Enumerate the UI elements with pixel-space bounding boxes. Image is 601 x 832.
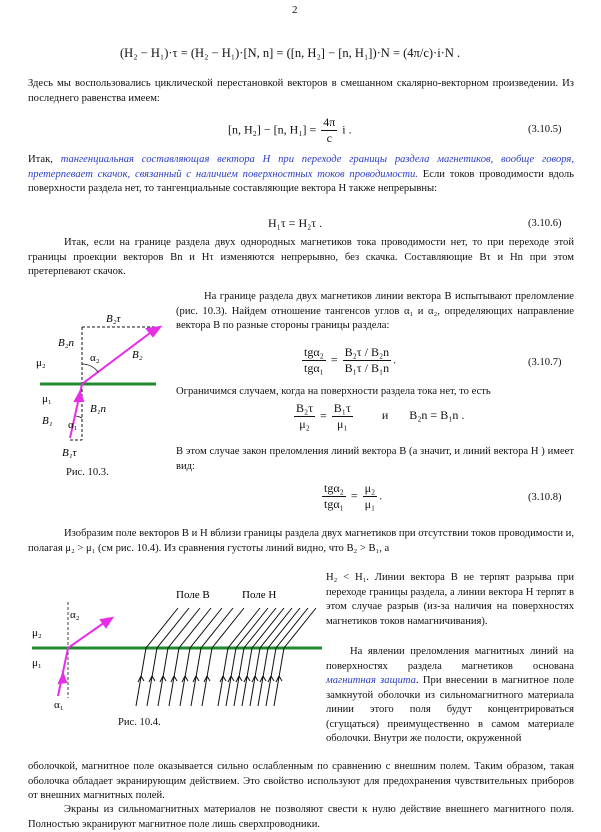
caption-fig-10-4: Рис. 10.4. [118,717,161,728]
eq-3-10-7-rden: B₁τ / B₁n [344,361,390,375]
label-mu1-2: μ₁ [32,657,42,669]
eq-3-10-5-den: c [326,131,332,145]
label-alpha1: α₁ [68,419,78,431]
caption-fig-10-3: Рис. 10.3. [66,467,109,478]
label-alpha2-2: α₂ [70,609,80,621]
equation-3-10-8: $\frac{\text{tgα₂}}{\text{tgα₁}}$ = $\frac{\text{μ₂}}{\text{μ₁}}$ . [324,481,383,511]
paragraph-4: На границе раздела двух магнетиков линии вектора B испытывают преломление (рис. 10.3). Найдем отношение тангенсов углов α₁ и α₂, определяющих направление вектора B по разные стороны границы раздела: [176,291,574,331]
paragraph-5: Ограничимся случаем, когда на поверхности раздела тока нет, то есть [176,386,491,397]
paragraph-11: Экраны из сильномагнитных материалов не позволяют свести к нулю действие внешнего магнитного поля. Полностью экранируют магнитное поле лишь сверхпроводники. [28,804,574,830]
paragraph-8: H₂ < H₁. Линии вектора B не терпят разрыва при переходе границы раздела, а линии вектора H терпят в этом случае разрыв (из-за наличия на поверхностях магнетиков токов намагничивания). [326,572,574,627]
equation-3-10-5 [228,115,352,146]
eq-number-3-10-5: (3.10.5) [528,124,562,135]
paragraph-9 [326,645,574,747]
figure-10-4 [28,578,324,718]
eq-mid-num: B₂τ [296,401,314,415]
label-b2t: B₂τ [106,313,121,325]
angle-arc-alpha2 [82,364,98,372]
label-b1t: B₁τ [62,447,77,459]
paragraph-2 [28,153,574,197]
angle-arc-alpha1 [76,416,82,418]
h-field-line [218,608,260,706]
label-b1: B₁ [42,415,53,427]
eq-mid-den2: μ₁ [336,417,348,431]
vector-left-upper [68,620,108,648]
label-mu2: μ₂ [36,357,46,369]
label-mu1: μ₁ [42,393,52,405]
b-field-line [202,608,244,706]
paragraph-3: Итак, если на границе раздела двух однородных магнетиков тока проводимости нет, то при переходе этой границы проекции векторов Bn и Hτ изменяются непрерывно, без скачка. Составляющие Bτ и Hn при этом претерпевают скачок. [28,237,574,277]
equation-3-10-6: H₁τ = H₂τ . [268,216,323,230]
label-alpha2: α₂ [90,352,100,364]
eq-3-10-5-lhs: [n, H₂] − [n, H₁] = [228,122,317,137]
paragraph-2-rest: Если токов проводимости вдоль поверхности раздела нет, то тангенциальные составляющие вектора H также непрерывны: [28,168,574,194]
paragraph-6: В этом случае закон преломления линий вектора B (а значит, и линий вектора H ) имеет вид: [176,446,574,472]
eq-mid-den: μ₂ [299,417,310,431]
eq-3-10-5-num: 4π [323,115,336,129]
arrowhead-left-upper [101,618,112,627]
eq-number-3-10-6: (3.10.6) [528,218,562,229]
paragraph-1: Здесь мы воспользовались циклической перестановкой векторов в смешанном скалярно-векторном произведении. Из последнего равенства имеем: [28,78,574,104]
label-field-b: Поле B [176,589,210,601]
label-b1n: B₁n [90,403,107,415]
eq-3-10-7-rnum: B₂τ / B₂n [344,345,390,359]
label-b2n: B₂n [58,337,75,349]
figure-10-3 [28,300,173,480]
paragraph-9-highlight: магнитная защита [326,675,416,686]
b-field-line [180,608,222,706]
label-b2: B₂ [132,349,143,361]
arrowhead-left-lower [59,674,66,683]
paragraph-9-prefix: На явлении преломления магнитных линий на поверхностях раздела магнетиков основана [326,646,574,672]
eq-3-10-5-tail: i . [342,122,352,137]
eq-3-10-8-lden: tgα₁ [324,497,344,511]
paragraph-10: оболочкой, магнитное поле оказывается сильно ослабленным по сравнению с внешним полем. Таким образом, такая оболочка обладает экранирующим действием. Это свойство используют для предохранения чувствительных приборов от внешних магнитных полей. [28,761,574,801]
equation-mid: $\frac{\text{B₂τ}}{\text{μ₂}}$ = $\frac{\text{B₁τ}}{\text{μ₁}}$ и B₂n = B₁n . [296,401,465,431]
eq-3-10-7-lden: tgα₁ [304,361,324,375]
equation-3-10-7: $\frac{\text{tgα₂}}{\text{tgα₁}}$ = $\frac{\text{B₂τ / B₂n}}{\text{B₁τ / B₁n}}$ . [304,345,397,375]
equation-top: (H₂ − H₁)·τ = (H₂ − H₁)·[N, n] = ([n, H₂] − [n, H₁])·N = (4π/c)·i·N . [120,46,461,60]
b-field-lines [136,608,244,706]
eq-3-10-7-lnum: tgα₂ [304,345,324,359]
label-field-h: Поле H [242,589,277,601]
paragraph-2-highlight: тангенциальная составляющая вектора H при переходе границы раздела магнетиков, вообще говоря, претерпевает скачок, связанный с наличием поверхностных токов проводимости. [28,154,574,180]
paragraph-7: Изобразим поле векторов B и H вблизи границы раздела двух магнетиков при отсутствии токов проводимости и, полагая μ₂ > μ₁ (см рис. 10.4). Из сравнения густоты линий видно, что B₂ > B₁, а [28,528,574,554]
eq-mid-and: и [381,408,389,423]
paragraph-2-prefix: Итак, [28,154,61,165]
arrowhead-b1 [75,392,83,401]
eq-3-10-8-lnum: tgα₂ [324,481,344,495]
paragraph-9-rest: . При внесении в магнитное поле замкнутой оболочки из сильномагнитного материала линии этого поля будут концентрироваться (сгущаться) преимущественно в самом материале оболочки. Внутри же полости, окруженной [326,675,574,744]
label-alpha1-2: α₁ [54,699,64,711]
page-number: 2 [292,4,298,16]
eq-mid-right: B₂n = B₁n . [409,408,465,423]
eq-3-10-8-rden: μ₁ [364,497,376,511]
eq-number-3-10-8: (3.10.8) [528,492,562,503]
eq-3-10-8-rnum: μ₂ [364,481,376,495]
eq-number-3-10-7: (3.10.7) [528,357,562,368]
eq-mid-num2: B₁τ [333,401,351,415]
label-mu2-2: μ₂ [32,627,42,639]
h-field-line [234,608,276,706]
